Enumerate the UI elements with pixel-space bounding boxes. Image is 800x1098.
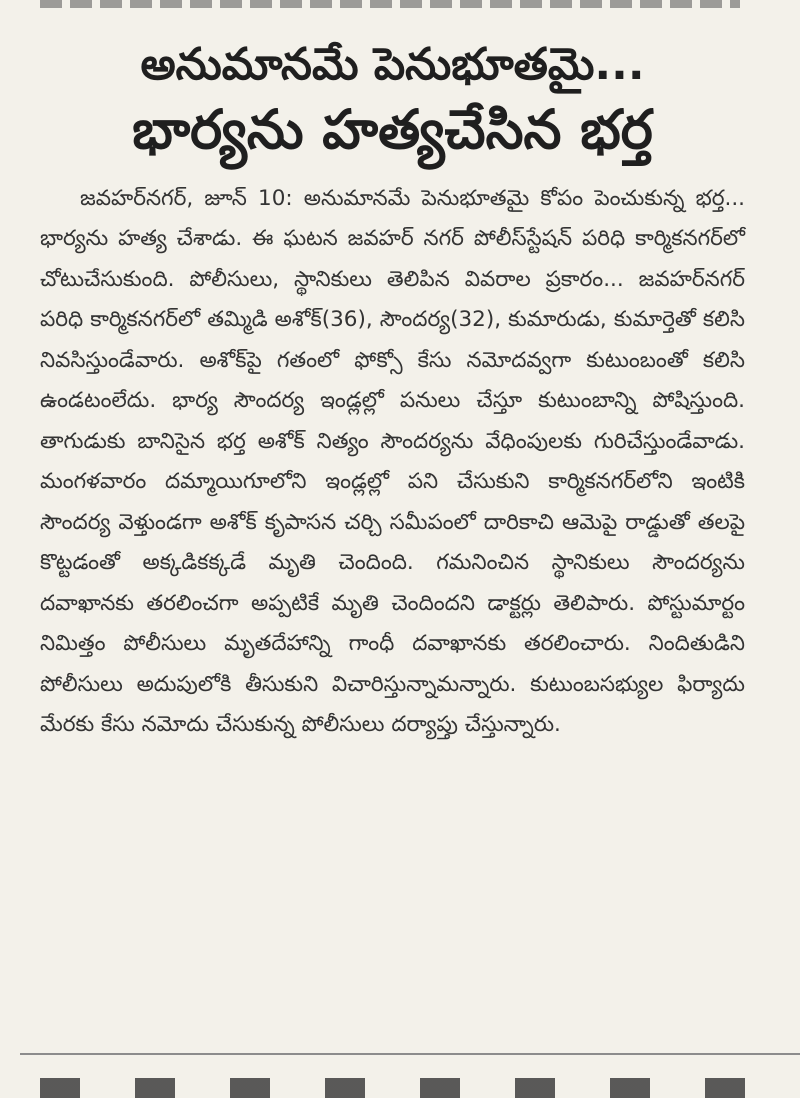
article-body: జవహర్‌నగర్, జూన్ 10: అనుమానమే పెనుభూతమై కోపం పెంచుకున్న భర్త... భార్యను హత్య చేశాడు. ఈ ఘటన జవహర్ నగర్ పోలీస్‌స్టేషన్ పరిధి కార్మికనగర్‌లో చోటుచేసుకుంది. పోలీసులు, స్థానికులు తెలిపిన వివరాల ప్రకారం... జవహర్‌నగర్ పరిధి కార్మికనగర్‌లో తమ్మిడి అశోక్(36), సౌందర్య(32), కుమారుడు, కుమార్తెతో కలిసి నివసిస్తుండేవారు. అశోక్‌పై గతంలో ఫోక్సో కేసు నమోదవ్వగా కుటుంబంతో కలిసి ఉండటంలేదు. భార్య సౌందర్య ఇండ్లల్లో పనులు చేస్తూ కుటుంబాన్ని పోషిస్తుంది. తాగుడుకు బానిసైన భర్త అశోక్ నిత్యం సౌందర్యను వేధింపులకు గురిచేస్తుండేవాడు. మంగళవారం దమ్మాయిగూలోని ఇండ్లల్లో పని చేసుకుని కార్మికనగర్‌లోని ఇంటికి సౌందర్య వెళ్తుండగా అశోక్ కృపాసన చర్చి సమీపంలో దారికాచి ఆమెపై రాడ్డుతో తలపై కొట్టడంతో అక్కడికక్కడే మృతి చెందింది. గమనించిన స్థానికులు సౌందర్యను దవాఖానకు తరలించగా అప్పటికే మృతి చెందిందని డాక్టర్లు తెలిపారు. పోస్టుమార్టం నిమిత్తం పోలీసులు మృతదేహాన్ని గాంధీ దవాఖానకు తరలించారు. నిందితుడిని పోలీసులు అదుపులోకి తీసుకుని విచారిస్తున్నామన్నారు. కుటుంబసభ్యుల ఫిర్యాదు మేరకు కేసు నమోదు చేసుకున్న పోలీసులు దర్యాప్తు చేస్తున్నారు.: [40, 185, 745, 738]
headline-line-2: భార్యను హత్యచేసిన భర్త: [132, 97, 653, 161]
headline-line-1: అనుమానమే పెనుభూతమై...: [140, 39, 645, 90]
news-article: [40, 40, 745, 767]
previous-article-text-fragment: [40, 0, 740, 8]
column-divider: [20, 1053, 800, 1055]
next-article-text-fragment: [40, 1078, 760, 1098]
